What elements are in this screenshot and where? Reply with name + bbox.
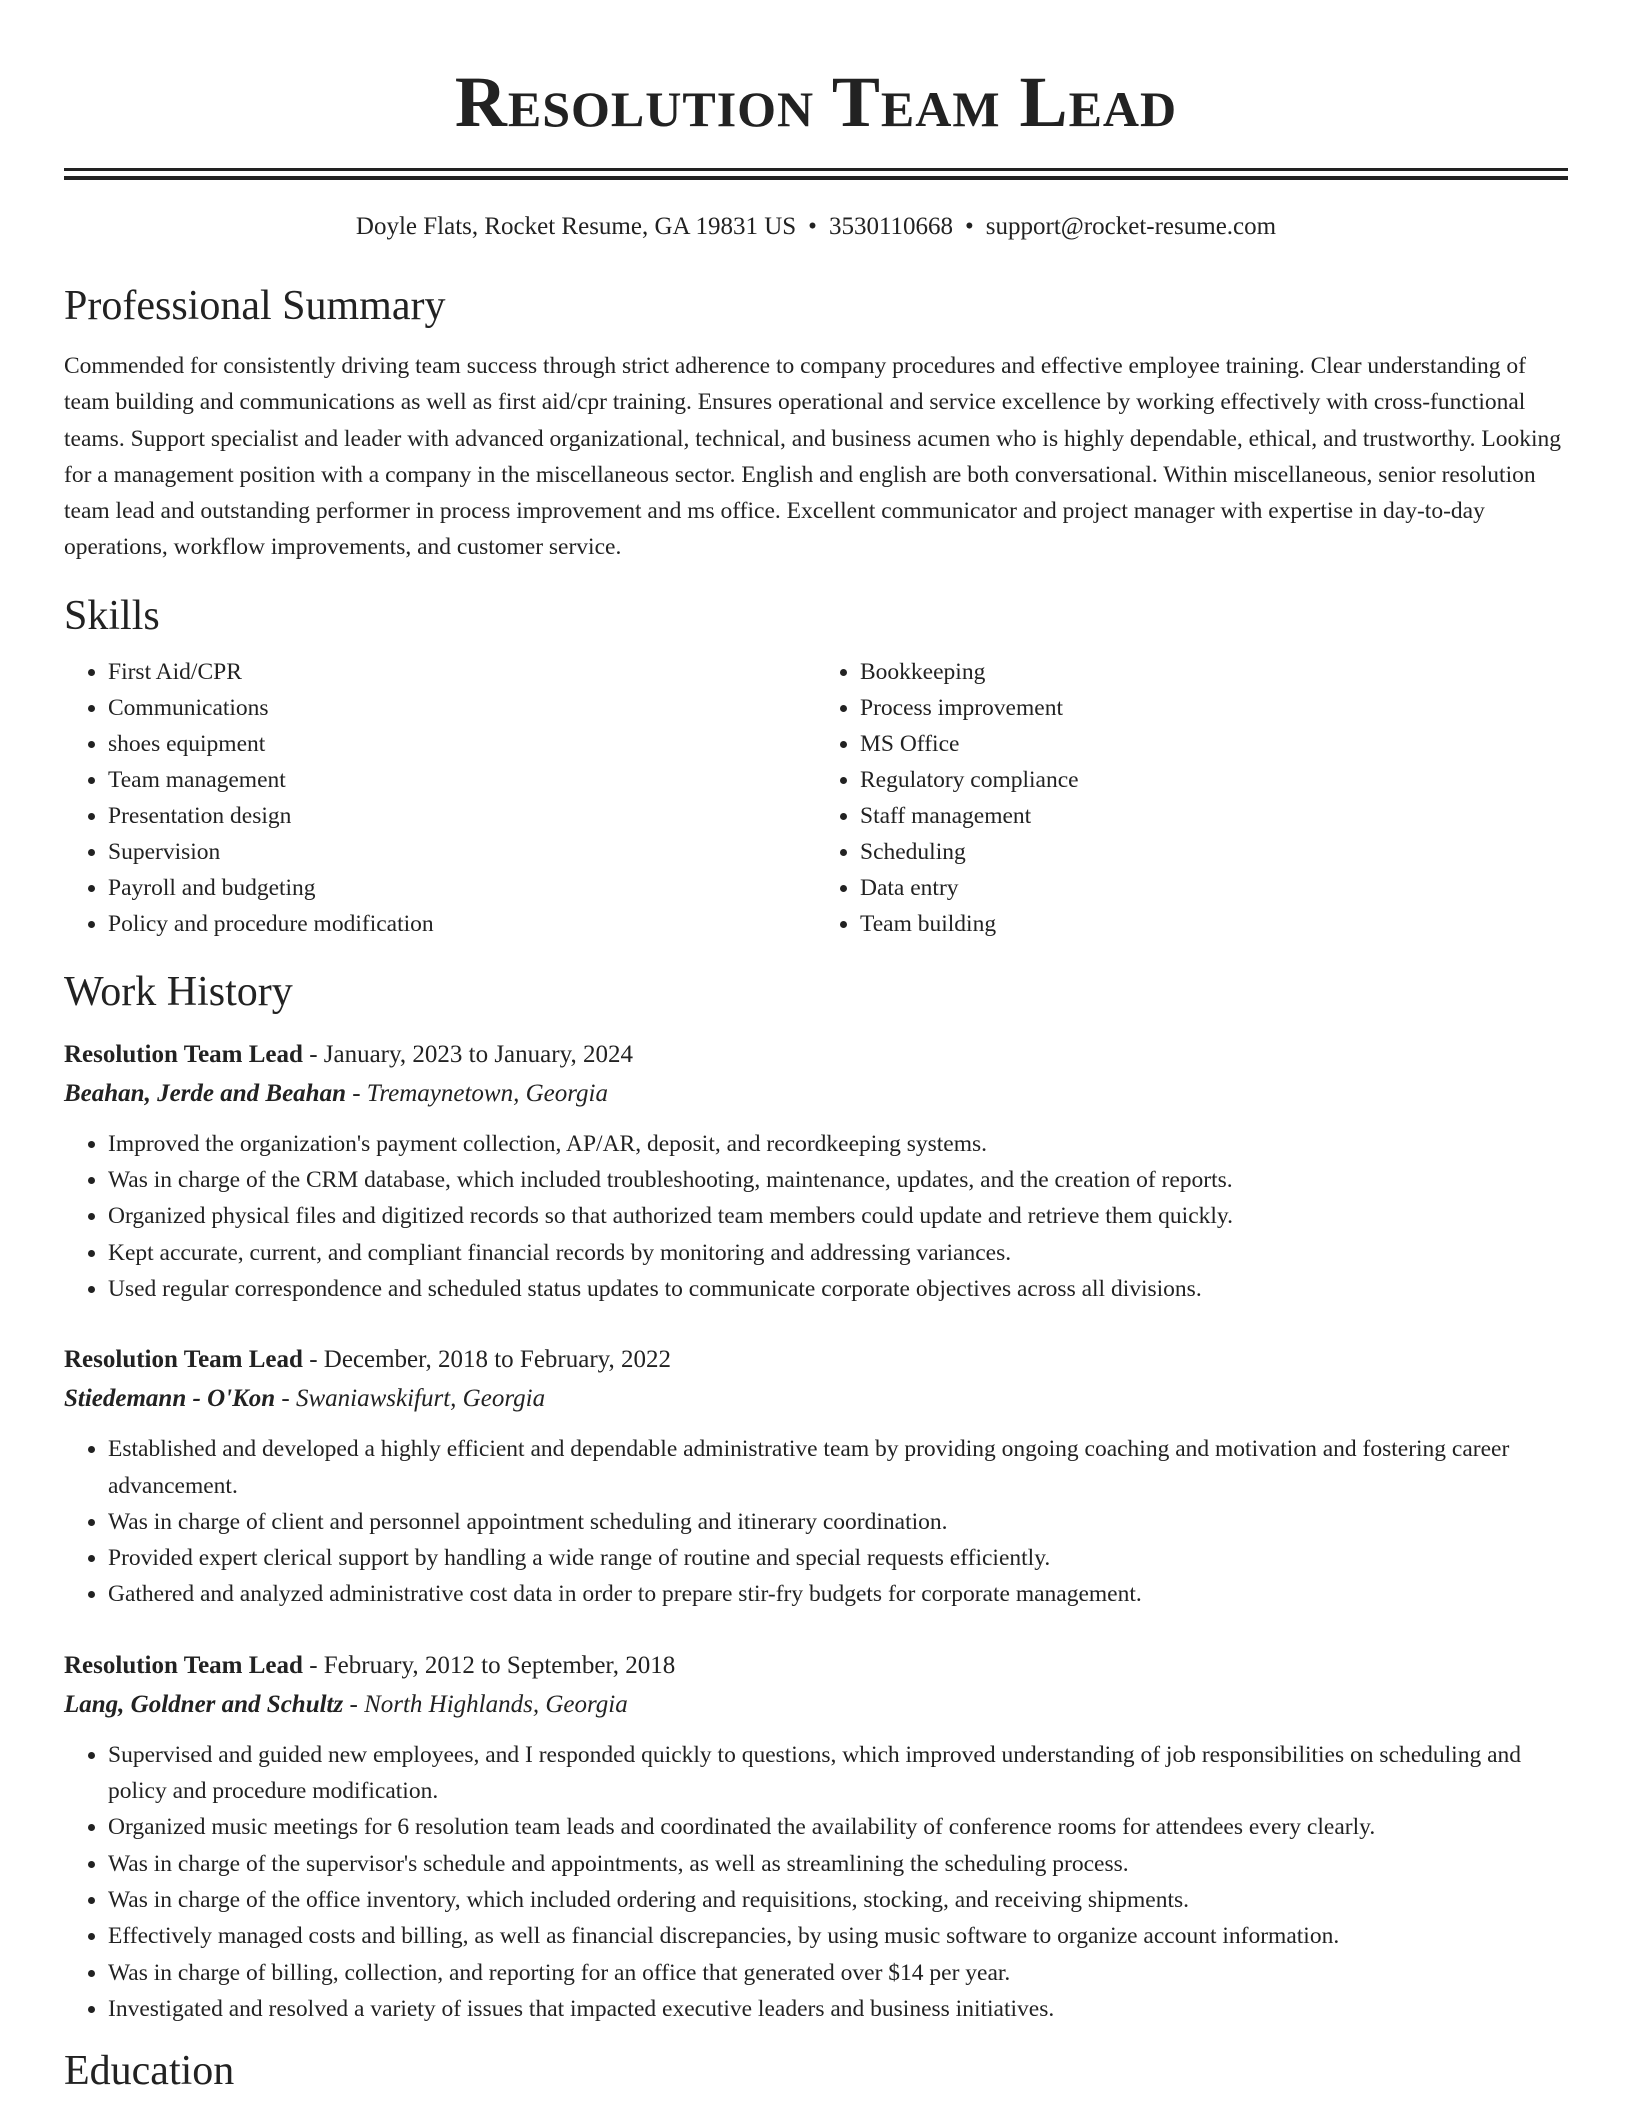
skill-item: • Team building [860,906,1568,942]
job-bullet: • Established and developed a highly efficient and dependable administrative team by providing ongoing coaching and motivation and fostering career advancement. [108,1431,1568,1504]
skill-item: • Data entry [860,870,1568,906]
skills-grid [64,654,1568,942]
job-bullet: • Effectively managed costs and billing, as well as financial discrepancies, by using music software to organize account information. [108,1918,1568,1954]
skill-item: • Staff management [860,798,1568,834]
job-entry [64,1647,1568,2027]
skill-item: • Communications [108,690,816,726]
job-company-line [64,1379,1568,1419]
skill-item: • First Aid/CPR [108,654,816,690]
job-bullet: • Was in charge of the office inventory, which included ordering and requisitions, stocking, and receiving shipments. [108,1882,1568,1918]
contact-phone: 3530110668 [828,213,954,240]
skill-item: • Scheduling [860,834,1568,870]
job-heading [64,1647,1568,1685]
skill-item: • Team management [108,762,816,798]
job-title: Resolution Team Lead [64,1040,303,1068]
company-name: Beahan, Jerde and Beahan [64,1079,346,1107]
job-bullet-list [64,1737,1568,2027]
section-title-summary: Professional Summary [64,283,446,329]
job-bullet-list [64,1126,1568,1307]
job-bullet: • Was in charge of the supervisor's schedule and appointments, as well as streamlining the scheduling process. [108,1846,1568,1882]
job-bullet: • Supervised and guided new employees, and I responded quickly to questions, which improved understanding of job responsibilities on scheduling and policy and procedure modification. [108,1737,1568,1810]
skill-item: • Presentation design [108,798,816,834]
job-bullet: • Organized physical files and digitized records so that authorized team members could update and retrieve them quickly. [108,1198,1568,1234]
job-dates: - January, 2023 to January, 2024 [302,1040,633,1068]
title-double-rule [64,168,1568,180]
job-entry [64,1341,1568,1612]
job-bullet: • Was in charge of billing, collection, and reporting for an office that generated over $14 per year. [108,1955,1568,1991]
job-bullet: • Gathered and analyzed administrative cost data in order to prepare stir-fry budgets for corporate management. [108,1576,1568,1612]
job-bullet: • Provided expert clerical support by handling a wide range of routine and special requests efficiently. [108,1540,1568,1576]
job-company-line [64,1685,1568,1725]
contact-email: support@rocket-resume.com [985,213,1277,240]
company-location: - Swaniawskifurt, Georgia [275,1385,546,1413]
job-bullet-list [64,1431,1568,1612]
skill-item: • Supervision [108,834,816,870]
job-heading [64,1036,1568,1074]
job-bullet: • Kept accurate, current, and compliant financial records by monitoring and addressing variances. [108,1235,1568,1271]
job-dates: - February, 2012 to September, 2018 [302,1651,676,1679]
contact-address: Doyle Flats, Rocket Resume, GA 19831 US [355,213,797,240]
job-bullet: • Was in charge of client and personnel appointment scheduling and itinerary coordination. [108,1504,1568,1540]
section-title-skills: Skills [64,592,160,639]
skill-item: • Policy and procedure modification [108,906,816,942]
job-bullet: • Organized music meetings for 6 resolution team leads and coordinated the availability of conference rooms for attendees every clearly. [108,1809,1568,1845]
section-title-work-history: Work History [64,968,293,1015]
job-title: Resolution Team Lead [64,1346,303,1374]
job-bullet: • Improved the organization's payment collection, AP/AR, deposit, and recordkeeping systems. [108,1126,1568,1162]
skills-list-left [64,654,816,942]
summary-text: Commended for consistently driving team success through strict adherence to company procedures and effective employee training. Clear understanding of team building and communications as well as first aid/cpr training. Ensures operational and service excellence by working effectively with cross-functional teams. Support specialist and leader with advanced organizational, technical, and business acumen who is highly dependable, ethical, and trustworthy. Looking for a management position with a company in the miscellaneous sector. English and english are both conversational. Within miscellaneous, senior resolution team lead and outstanding performer in process improvement and ms office. Excellent communicator and project manager with expertise in day-to-day operations, workflow improvements, and customer service. [64,353,1562,561]
section-title-education: Education [64,2048,235,2095]
skill-item: • Regulatory compliance [860,762,1568,798]
contact-line [64,210,1568,244]
contact-separator: • [808,213,817,240]
skill-item: • Payroll and budgeting [108,870,816,906]
job-dates: - December, 2018 to February, 2022 [302,1346,672,1374]
job-bullet: • Investigated and resolved a variety of issues that impacted executive leaders and business initiatives. [108,1991,1568,2027]
skills-list-right [816,654,1568,942]
company-location: - Tremaynetown, Georgia [345,1079,608,1107]
job-bullet: • Was in charge of the CRM database, which included troubleshooting, maintenance, updates, and the creation of reports. [108,1162,1568,1198]
skill-item: • MS Office [860,726,1568,762]
resume-title: Resolution Team Lead [454,62,1178,142]
company-name: Stiedemann - O'Kon [64,1385,276,1413]
contact-separator: • [965,213,974,240]
job-title: Resolution Team Lead [64,1651,303,1679]
skill-item: • Bookkeeping [860,654,1568,690]
skill-item: • Process improvement [860,690,1568,726]
job-entry [64,1036,1568,1307]
job-bullet: • Used regular correspondence and scheduled status updates to communicate corporate objectives across all divisions. [108,1271,1568,1307]
skill-item: • shoes equipment [108,726,816,762]
job-heading [64,1341,1568,1379]
job-company-line [64,1074,1568,1114]
company-name: Lang, Goldner and Schultz [64,1690,344,1718]
company-location: - North Highlands, Georgia [343,1690,628,1718]
